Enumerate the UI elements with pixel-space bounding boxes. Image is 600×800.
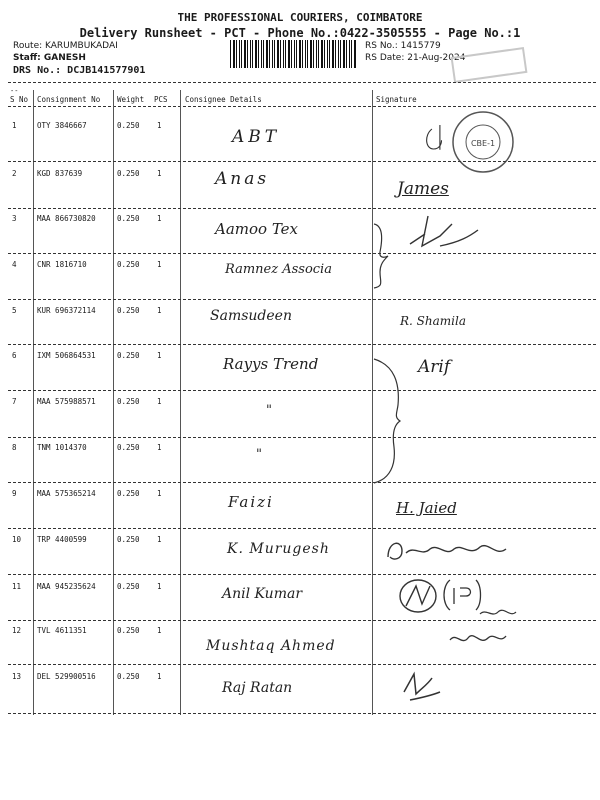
row-weight: 0.250 (117, 351, 140, 360)
table-row (0, 395, 600, 442)
signature-text: Arif (418, 357, 451, 377)
row-consignment: MAA 575365214 (37, 489, 96, 498)
row-divider (8, 253, 596, 254)
row-weight: 0.250 (117, 169, 140, 178)
row-consignee: Anil Kumar (222, 586, 303, 602)
row-consignee: Rayys Trend (223, 355, 319, 373)
signature-scribble (380, 618, 595, 666)
signature-text: H. Jaied (396, 499, 457, 517)
row-sno: 5 (12, 306, 17, 315)
row-consignee: K. Murugesh (227, 541, 330, 557)
row-weight: 0.250 (117, 121, 140, 130)
row-weight: 0.250 (117, 397, 140, 406)
row-consignment: MAA 575988571 (37, 397, 96, 406)
row-weight: 0.250 (117, 582, 140, 591)
row-sno: 11 (12, 582, 22, 591)
col-weight: Weight (117, 95, 145, 104)
signature-scribble (380, 527, 595, 575)
barcode (230, 40, 356, 68)
row-consignee: Aamoo Tex (215, 220, 299, 238)
row-consignee: Mushtaq Ahmed (206, 638, 336, 654)
row-consignee: " (256, 447, 262, 462)
row-sno: 7 (12, 397, 17, 406)
row-sno: 12 (12, 626, 22, 635)
row-weight: 0.250 (117, 443, 140, 452)
row-consignee: Ramnez Associa (225, 262, 332, 277)
row-weight: 0.250 (117, 214, 140, 223)
col-consignee: Consignee Details (185, 95, 262, 104)
row-pcs: 1 (157, 169, 162, 178)
row-divider (8, 437, 596, 438)
row-sno: 9 (12, 489, 17, 498)
row-pcs: 1 (157, 672, 162, 681)
table-row (0, 349, 600, 396)
route-label: Route: KARUMBUKADAI (13, 41, 118, 51)
row-weight: 0.250 (117, 260, 140, 269)
col-signature: Signature (376, 95, 417, 104)
runsheet-subtitle: Delivery Runsheet - PCT - Phone No.:0422-3505555 - Page No.:1 (79, 26, 521, 40)
drs-number: DRS No.: DCJB141577901 (13, 65, 146, 76)
row-weight: 0.250 (117, 306, 140, 315)
row-sno: 4 (12, 260, 17, 269)
signature-text: James (397, 179, 449, 199)
row-divider (8, 299, 596, 300)
col-consignment: Consignment No (37, 95, 101, 104)
row-divider (8, 482, 596, 483)
row-consignment: CNR 1816710 (37, 260, 87, 269)
rs-number: RS No.: 1415779 (365, 41, 441, 51)
signature-scribble (380, 664, 595, 712)
row-consignment: KGD 837639 (37, 169, 83, 178)
col-sno: S No (10, 95, 29, 104)
row-weight: 0.250 (117, 489, 140, 498)
row-sno: 1 (12, 121, 17, 130)
row-consignee: Samsudeen (210, 308, 292, 324)
row-pcs: 1 (157, 306, 162, 315)
row-pcs: 1 (157, 443, 162, 452)
row-pcs: 1 (157, 121, 162, 130)
row-sno: 3 (12, 214, 17, 223)
signature-scribble (380, 574, 595, 622)
row-consignment: DEL 529900516 (37, 672, 96, 681)
table-row (0, 212, 600, 259)
row-consignment: TVL 4611351 (37, 626, 87, 635)
col-pcs: PCS (154, 95, 168, 104)
row-consignment: TRP 4400599 (37, 535, 87, 544)
row-consignment: MAA 866730820 (37, 214, 96, 223)
row-pcs: 1 (157, 351, 162, 360)
signature-text: R. Shamila (400, 314, 466, 328)
table-row (0, 441, 600, 488)
company-title: THE PROFESSIONAL COURIERS, COIMBATORE (177, 11, 423, 24)
signature-scribble (380, 206, 595, 254)
row-divider (8, 713, 596, 714)
row-weight: 0.250 (117, 672, 140, 681)
table-row (0, 119, 600, 166)
row-divider (8, 161, 596, 162)
row-divider (8, 344, 596, 345)
row-consignment: OTY 3846667 (37, 121, 87, 130)
row-pcs: 1 (157, 260, 162, 269)
row-pcs: 1 (157, 489, 162, 498)
row-divider (8, 390, 596, 391)
header-dash-mark: -- (10, 87, 19, 95)
row-sno: 6 (12, 351, 17, 360)
rs-date: RS Date: 21-Aug-2024 (365, 53, 466, 63)
row-pcs: 1 (157, 397, 162, 406)
table-row (0, 258, 600, 305)
table-row (0, 533, 600, 580)
row-consignment: TNM 1014370 (37, 443, 87, 452)
row-weight: 0.250 (117, 535, 140, 544)
staff-label: Staff: GANESH (13, 53, 86, 63)
seal-text: CBE-1 (470, 139, 496, 148)
row-weight: 0.250 (117, 626, 140, 635)
row-consignee: Raj Ratan (222, 680, 293, 696)
row-sno: 8 (12, 443, 17, 452)
table-row (0, 670, 600, 717)
row-consignee: " (266, 403, 272, 418)
row-sno: 2 (12, 169, 17, 178)
row-pcs: 1 (157, 626, 162, 635)
row-consignee: Anas (215, 169, 270, 189)
header-divider (8, 82, 596, 83)
row-pcs: 1 (157, 214, 162, 223)
row-consignment: IXM 506864531 (37, 351, 96, 360)
row-consignment: KUR 696372114 (37, 306, 96, 315)
brace-mark (370, 220, 394, 290)
row-pcs: 1 (157, 535, 162, 544)
row-sno: 13 (12, 672, 22, 681)
row-consignee: Faizi (228, 493, 274, 511)
row-consignee: ABT (232, 127, 281, 147)
row-pcs: 1 (157, 582, 162, 591)
row-consignment: MAA 945235624 (37, 582, 96, 591)
row-sno: 10 (12, 535, 22, 544)
